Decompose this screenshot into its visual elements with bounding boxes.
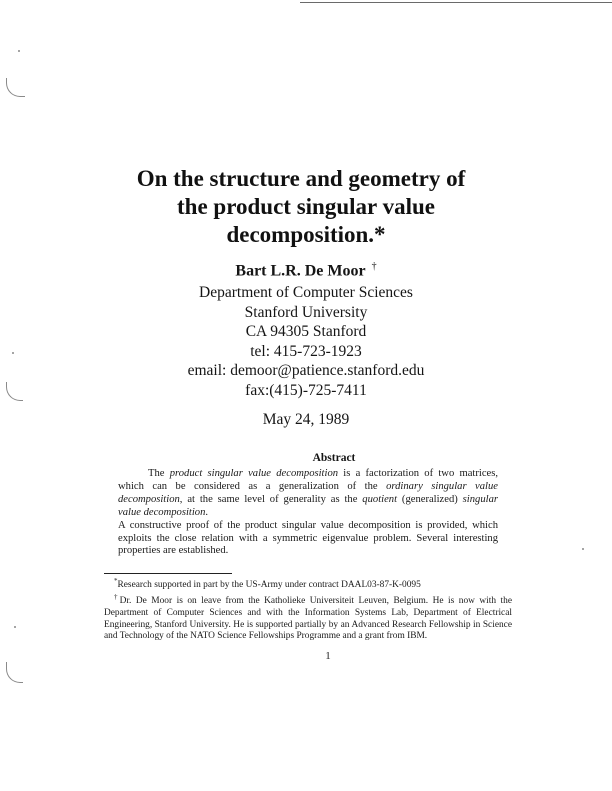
paper-title (0, 165, 612, 249)
footnote-1: *Research supported in part by the US-Army under contract DAAL03-87-K-0095 (114, 577, 421, 591)
paper-date: May 24, 1989 (262, 411, 350, 429)
page-number: 1 (325, 650, 331, 662)
author-name: Bart L.R. De Moor † (235, 261, 377, 280)
abstract-heading: Abstract (312, 452, 356, 464)
footnote-rule (104, 573, 232, 574)
author-university: Stanford University (244, 303, 368, 321)
author-footnote-mark: † (371, 261, 377, 272)
author-email: email: demoor@patience.stanford.edu (187, 362, 425, 380)
author-tel: tel: 415-723-1923 (250, 342, 362, 360)
author-fax: fax:(415)-725-7411 (245, 381, 367, 399)
abstract-paragraph-1: The product singular value decomposition is a factorization of two matrices, which can be considered as a generalization of the ordinary singular value decomposition, at the same level of generality as the quotient (generalized) singular value decomposition. (118, 468, 499, 518)
abstract-body (118, 468, 498, 558)
author-department: Department of Computer Sciences (199, 283, 413, 301)
scan-dot (582, 548, 584, 550)
footnote-2: †Dr. De Moor is on leave from the Katholieke Universiteit Leuven, Belgium. He is now with the Department of Computer Sciences and with the Information Systems Lab, Department of Electrical Engineering, Stanford University. He is supported partially by an Advanced Research Fellowship in Science and Technology of the NATO Science Fellowships Programme and a grant from IBM. (104, 592, 513, 642)
title-line-2: the product singular value (177, 194, 435, 219)
scan-mark (6, 78, 25, 97)
abstract-paragraph-2: A constructive proof of the product singular value decomposition is provided, which exploits the close relation with a symmetric eigenvalue problem. Several interesting properties are established. (118, 519, 498, 557)
footnotes (104, 576, 512, 643)
scan-dot (14, 626, 16, 628)
scan-edge-line (300, 2, 612, 3)
title-line-3: decomposition.* (226, 222, 386, 247)
author-block (0, 257, 612, 430)
title-line-1: On the structure and geometry of (136, 166, 466, 191)
scan-mark (6, 662, 23, 683)
author-address: CA 94305 Stanford (245, 323, 367, 341)
scan-dot (18, 50, 20, 52)
